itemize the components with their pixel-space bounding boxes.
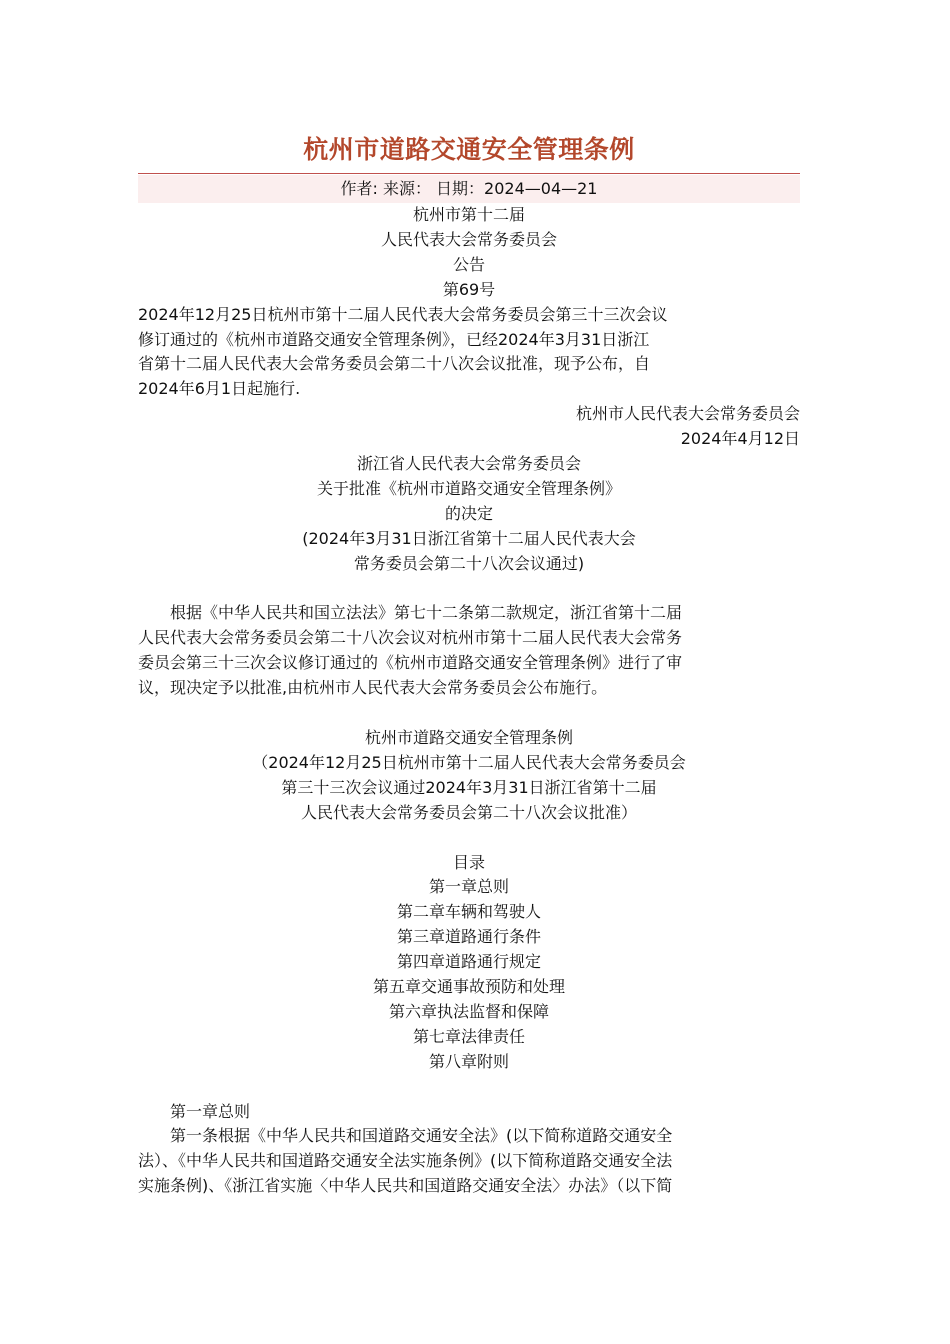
document-body — [138, 203, 800, 1199]
announcement-text-line: 省第十二届人民代表大会常务委员会第二十八次会议批准，现予公布，自 — [138, 354, 651, 374]
chapter-heading: 第一章总则 — [170, 1101, 251, 1121]
announcement-text-line: 修订通过的《杭州市道路交通安全管理条例》，已经2024年3月31日浙江 — [138, 329, 650, 349]
article-line: 法）、《中华人民共和国道路交通安全法实施条例》(以下简称道路交通安全法 — [138, 1151, 673, 1171]
decision-line-4: (2024年3月31日浙江省第十二届人民代表大会 — [302, 528, 636, 548]
decision-paragraph-line: 委员会第三十三次会议修订通过的《杭州市道路交通安全管理条例》进行了审 — [138, 653, 683, 673]
toc-item: 第二章车辆和驾驶人 — [396, 902, 541, 922]
decision-line-1: 浙江省人民代表大会常务委员会 — [356, 454, 581, 474]
regulation-note-1: （2024年12月25日杭州市第十二届人民代表大会常务委员会 — [252, 752, 686, 772]
spacer — [138, 577, 800, 602]
article-line: 第一条根据《中华人民共和国道路交通安全法》(以下简称道路交通安全 — [170, 1126, 673, 1146]
document-title: 杭州市道路交通安全管理条例 — [303, 135, 635, 164]
toc-item: 第四章道路通行规定 — [396, 952, 541, 972]
decision-paragraph-line: 根据《中华人民共和国立法法》第七十二条第二款规定，浙江省第十二届 — [170, 603, 683, 623]
decision-paragraph-line: 议，现决定予以批准,由杭州市人民代表大会常务委员会公布施行。 — [138, 678, 608, 698]
toc-item: 第三章道路通行条件 — [396, 927, 541, 947]
announcement-text-line: 2024年12月25日杭州市第十二届人民代表大会常务委员会第三十三次会议 — [138, 304, 668, 324]
toc-item: 第八章附则 — [428, 1051, 509, 1071]
toc-item: 第一章总则 — [428, 877, 509, 897]
regulation-title: 杭州市道路交通安全管理条例 — [364, 728, 573, 747]
toc-heading: 目录 — [452, 852, 485, 872]
regulation-note-3: 人民代表大会常务委员会第二十八次会议批准） — [300, 802, 637, 822]
toc-item: 第五章交通事故预防和处理 — [372, 977, 565, 997]
decision-line-3: 的决定 — [444, 503, 493, 523]
announcement-signature-date: 2024年4月12日 — [680, 429, 800, 449]
decision-paragraph-line: 人民代表大会常务委员会第二十八次会议对杭州市第十二届人民代表大会常务 — [138, 628, 683, 648]
announcement-text-line: 2024年6月1日起施行. — [138, 379, 301, 399]
article-line: 实施条例)、《浙江省实施〈中华人民共和国道路交通安全法〉办法》（以下简 — [138, 1176, 673, 1196]
announcement-kind: 公告 — [452, 254, 485, 274]
spacer — [138, 701, 800, 726]
toc-item: 第六章执法监督和保障 — [388, 1001, 549, 1021]
announcement-number: 第69号 — [442, 279, 496, 299]
meta-info-bar: 作者: 来源： 日期：2024—04—21 — [138, 175, 800, 203]
meta-divider — [138, 173, 800, 174]
announcement-issuer-2: 人民代表大会常务委员会 — [380, 229, 557, 249]
decision-line-5: 常务委员会第二十八次会议通过) — [353, 553, 585, 573]
spacer — [138, 826, 800, 851]
spacer — [138, 1075, 800, 1100]
decision-line-2: 关于批准《杭州市道路交通安全管理条例》 — [316, 478, 621, 498]
toc-item: 第七章法律责任 — [412, 1026, 525, 1046]
regulation-note-2: 第三十三次会议通过2024年3月31日浙江省第十二届 — [281, 777, 657, 797]
announcement-issuer-1: 杭州市第十二届 — [412, 205, 525, 224]
announcement-signature-org: 杭州市人民代表大会常务委员会 — [575, 404, 800, 424]
